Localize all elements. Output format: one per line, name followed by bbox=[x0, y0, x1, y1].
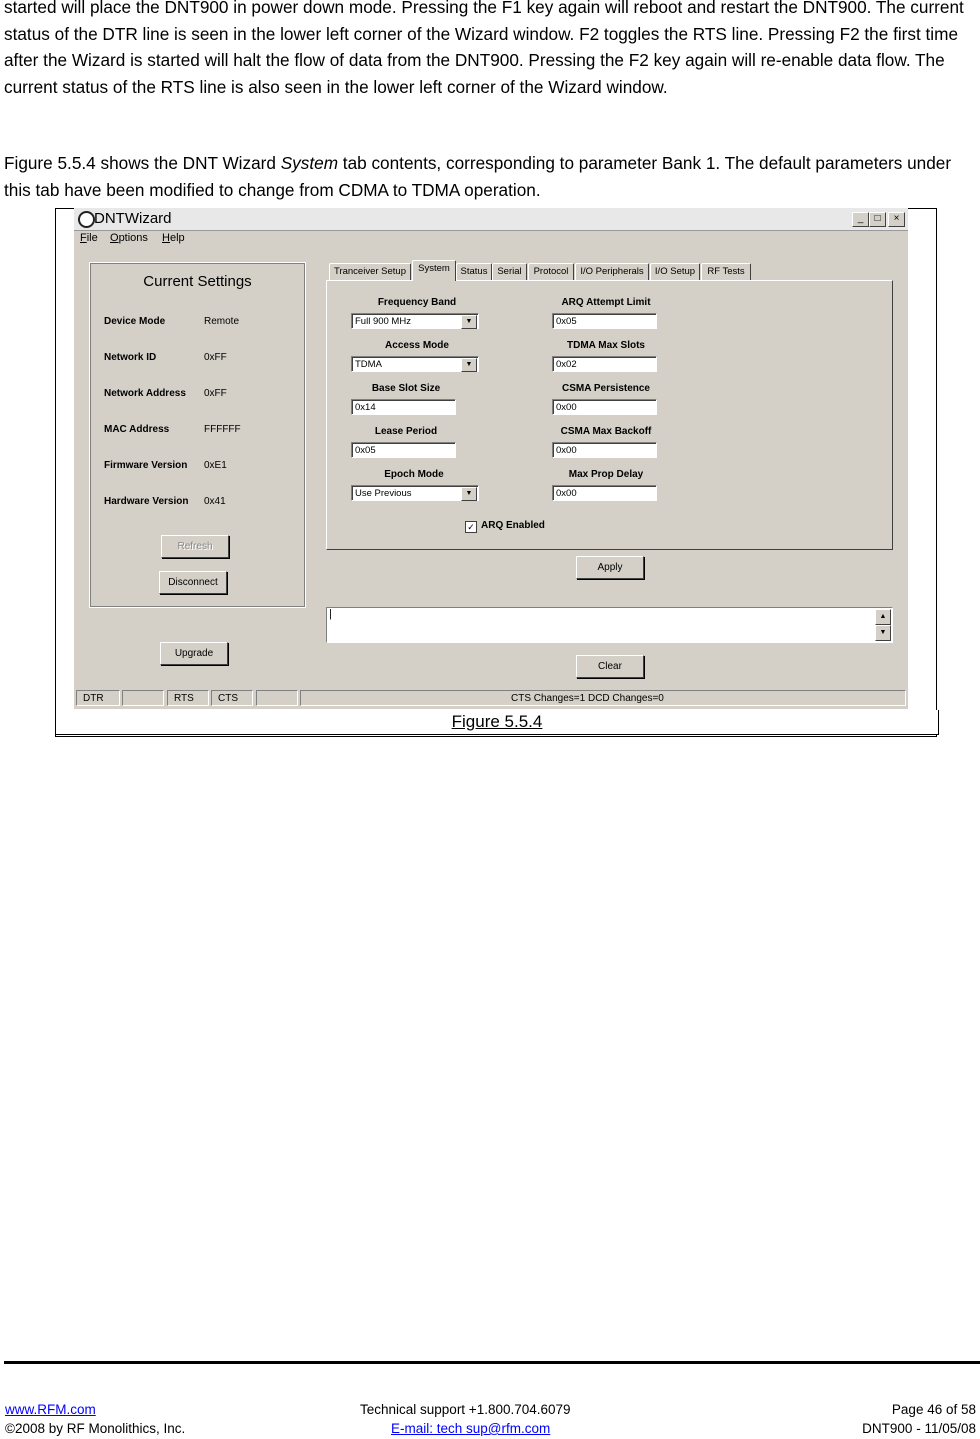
close-button[interactable]: × bbox=[888, 212, 905, 227]
tdma-max-slots-label: TDMA Max Slots bbox=[567, 340, 645, 351]
status-cell-empty-2 bbox=[256, 690, 298, 706]
chevron-down-icon[interactable]: ▼ bbox=[461, 487, 477, 501]
upgrade-button[interactable]: Upgrade bbox=[160, 642, 228, 665]
tdma-max-slots-field[interactable]: 0x02 bbox=[552, 356, 657, 372]
menu-bar bbox=[74, 230, 908, 248]
base-slot-size-field[interactable]: 0x14 bbox=[351, 399, 456, 415]
network-address-value: 0xFF bbox=[204, 388, 227, 399]
para2-before: Figure 5.5.4 shows the DNT Wizard bbox=[4, 153, 281, 173]
page-number: Page 46 of 58 bbox=[891, 1402, 976, 1417]
current-settings-title: Current Settings bbox=[143, 273, 252, 290]
epoch-mode-value: Use Previous bbox=[355, 488, 412, 499]
footer-rule bbox=[4, 1361, 980, 1364]
tab-io-setup[interactable]: I/O Setup bbox=[650, 263, 700, 280]
tab-io-peripherals[interactable]: I/O Peripherals bbox=[575, 263, 649, 280]
dtr-status[interactable]: DTR bbox=[76, 690, 120, 706]
window-title: DNTWizard bbox=[94, 210, 172, 227]
mac-address-label: MAC Address bbox=[104, 424, 170, 435]
arq-enabled-checkbox[interactable]: ✓ bbox=[465, 521, 477, 533]
hardware-version-value: 0x41 bbox=[204, 496, 226, 507]
csma-persistence-label: CSMA Persistence bbox=[562, 383, 650, 394]
chevron-down-icon[interactable]: ▼ bbox=[461, 315, 477, 329]
frequency-band-label: Frequency Band bbox=[377, 297, 457, 308]
apply-button[interactable]: Apply bbox=[576, 556, 644, 579]
firmware-version-value: 0xE1 bbox=[204, 460, 227, 471]
menu-help-label: elp bbox=[169, 232, 185, 244]
system-tab-panel bbox=[326, 280, 893, 550]
tab-serial[interactable]: Serial bbox=[492, 263, 527, 280]
menu-file-mnemonic: F bbox=[80, 232, 87, 244]
changes-status: CTS Changes=1 DCD Changes=0 bbox=[300, 690, 906, 706]
device-mode-label: Device Mode bbox=[104, 316, 166, 327]
chevron-down-icon[interactable]: ▼ bbox=[461, 358, 477, 372]
app-icon bbox=[78, 211, 95, 228]
device-mode-value: Remote bbox=[204, 316, 240, 327]
csma-max-backoff-field[interactable]: 0x00 bbox=[552, 442, 657, 458]
frequency-band-select[interactable] bbox=[351, 313, 479, 329]
access-mode-value: TDMA bbox=[355, 359, 382, 370]
website-link[interactable]: www.RFM.com bbox=[5, 1402, 96, 1417]
status-cell-empty bbox=[122, 690, 164, 706]
para2-italic-system: System bbox=[280, 153, 339, 173]
access-mode-select[interactable] bbox=[351, 356, 479, 372]
disconnect-button[interactable]: Disconnect bbox=[159, 571, 227, 594]
frequency-band-value: Full 900 MHz bbox=[355, 316, 411, 327]
menu-file[interactable] bbox=[80, 232, 98, 244]
tab-system[interactable]: System bbox=[412, 260, 456, 281]
cts-status: CTS bbox=[211, 690, 253, 706]
hardware-version-label: Hardware Version bbox=[104, 496, 189, 507]
epoch-mode-label: Epoch Mode bbox=[384, 469, 444, 480]
network-id-label: Network ID bbox=[104, 352, 157, 363]
menu-options-label: ptions bbox=[118, 232, 148, 244]
support-phone: Technical support +1.800.704.6079 bbox=[360, 1402, 571, 1417]
firmware-version-label: Firmware Version bbox=[104, 460, 188, 471]
copyright-text: ©2008 by RF Monolithics, Inc. bbox=[5, 1421, 186, 1436]
menu-options[interactable] bbox=[110, 232, 148, 244]
body-paragraph-1: started will place the DNT900 in power down mode. Pressing the F1 key again will reboot and restart the DNT900. The current status of the DTR line is seen in the lower left corner of the Wizard window. F2 toggles the RTS line. Pressing F2 the first time after the Wizard is started will halt the flow of data from the DNT900. Pressing the F2 key again will re-enable data flow. The current status of the RTS line is also seen in the lower left corner of the Wizard window. bbox=[4, 0, 964, 97]
maximize-button[interactable]: □ bbox=[869, 212, 886, 227]
menu-help[interactable] bbox=[162, 232, 185, 244]
menu-file-label: ile bbox=[86, 232, 98, 244]
max-prop-delay-label: Max Prop Delay bbox=[568, 469, 644, 480]
title-bar[interactable] bbox=[74, 208, 908, 231]
scroll-down-icon[interactable]: ▼ bbox=[875, 625, 891, 641]
doc-id-date: DNT900 - 11/05/08 bbox=[862, 1421, 976, 1436]
status-bar bbox=[74, 688, 908, 709]
network-address-label: Network Address bbox=[104, 388, 186, 399]
tab-rf-tests[interactable]: RF Tests bbox=[701, 263, 751, 280]
current-settings-group bbox=[89, 262, 306, 608]
rts-status[interactable]: RTS bbox=[167, 690, 209, 706]
dntwizard-window bbox=[74, 208, 908, 709]
network-id-value: 0xFF bbox=[204, 352, 227, 363]
menu-help-mnemonic: H bbox=[162, 232, 170, 244]
refresh-button[interactable]: Refresh bbox=[161, 535, 229, 558]
arq-attempt-limit-field[interactable]: 0x05 bbox=[552, 313, 657, 329]
lease-period-label: Lease Period bbox=[374, 426, 438, 437]
minimize-button[interactable]: _ bbox=[852, 212, 869, 227]
lease-period-field[interactable]: 0x05 bbox=[351, 442, 456, 458]
csma-persistence-field[interactable]: 0x00 bbox=[552, 399, 657, 415]
menu-options-mnemonic: O bbox=[110, 232, 119, 244]
csma-max-backoff-label: CSMA Max Backoff bbox=[560, 426, 652, 437]
tab-tranceiver-setup[interactable]: Tranceiver Setup bbox=[329, 263, 411, 280]
body-paragraph-2 bbox=[4, 150, 974, 203]
arq-enabled-label: ARQ Enabled bbox=[481, 520, 545, 531]
clear-button[interactable]: Clear bbox=[576, 655, 644, 678]
mac-address-value: FFFFFF bbox=[204, 424, 241, 435]
access-mode-label: Access Mode bbox=[385, 340, 449, 351]
figure-caption: Figure 5.5.4 bbox=[55, 710, 939, 735]
epoch-mode-select[interactable] bbox=[351, 485, 479, 501]
max-prop-delay-field[interactable]: 0x00 bbox=[552, 485, 657, 501]
para2-after: tab contents, corresponding to parameter Bank 1. The default parameters under this tab have been modified to change from CDMA to TDMA operation. bbox=[4, 153, 952, 200]
tab-protocol[interactable]: Protocol bbox=[528, 263, 574, 280]
text-caret: | bbox=[329, 608, 332, 620]
base-slot-size-label: Base Slot Size bbox=[371, 383, 441, 394]
arq-attempt-limit-label: ARQ Attempt Limit bbox=[561, 297, 651, 308]
support-email-link[interactable]: E-mail: tech sup@rfm.com bbox=[391, 1421, 551, 1436]
scroll-up-icon[interactable]: ▲ bbox=[875, 609, 891, 625]
tab-status[interactable]: Status bbox=[456, 263, 492, 280]
log-textbox[interactable] bbox=[326, 607, 893, 643]
